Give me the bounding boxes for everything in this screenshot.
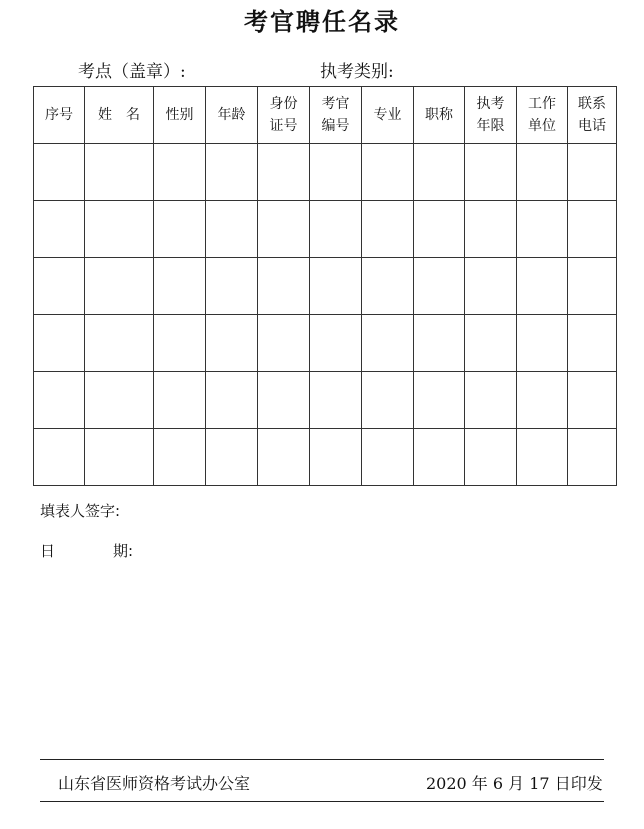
table-cell[interactable] <box>34 429 85 486</box>
table-header-row <box>34 87 617 144</box>
column-header <box>206 87 258 144</box>
table-cell[interactable] <box>414 258 465 315</box>
table-row <box>34 144 617 201</box>
column-header-line: 序号 <box>45 107 73 123</box>
column-header-line: 年龄 <box>217 107 246 123</box>
table-cell[interactable] <box>34 144 85 201</box>
table-cell[interactable] <box>517 144 568 201</box>
column-header <box>465 87 517 144</box>
table-cell[interactable] <box>465 372 517 429</box>
column-header <box>362 87 414 144</box>
table-cell[interactable] <box>34 372 85 429</box>
table-cell[interactable] <box>465 201 517 258</box>
table-cell[interactable] <box>310 201 362 258</box>
table-cell[interactable] <box>258 258 310 315</box>
table-cell[interactable] <box>310 315 362 372</box>
issue-date-text: 2020 年 6 月 17 日印发 <box>426 774 603 793</box>
column-header-line: 编号 <box>321 118 350 134</box>
table-cell[interactable] <box>310 144 362 201</box>
table-cell[interactable] <box>310 258 362 315</box>
table-cell[interactable] <box>414 372 465 429</box>
column-header <box>85 87 154 144</box>
table-cell[interactable] <box>414 429 465 486</box>
column-header-line: 身份 <box>269 96 298 112</box>
issuer-text: 山东省医师资格考试办公室 <box>58 774 251 793</box>
table-cell[interactable] <box>414 201 465 258</box>
table-cell[interactable] <box>206 144 258 201</box>
column-header-line: 执考 <box>476 96 505 112</box>
table-cell[interactable] <box>85 201 154 258</box>
column-header-line: 姓 名 <box>98 107 140 123</box>
examiner-table <box>33 86 617 486</box>
table-cell[interactable] <box>258 201 310 258</box>
exam-site-seal-label: 考点（盖章）: <box>78 62 186 82</box>
table-cell[interactable] <box>258 144 310 201</box>
table-cell[interactable] <box>465 315 517 372</box>
table-row <box>34 372 617 429</box>
table-body <box>34 144 617 486</box>
table-cell[interactable] <box>414 315 465 372</box>
table-cell[interactable] <box>517 315 568 372</box>
table-cell[interactable] <box>362 201 414 258</box>
column-header <box>517 87 568 144</box>
table-cell[interactable] <box>465 258 517 315</box>
table-row <box>34 258 617 315</box>
table-cell[interactable] <box>568 258 617 315</box>
table-cell[interactable] <box>206 201 258 258</box>
table-row <box>34 315 617 372</box>
table-cell[interactable] <box>362 315 414 372</box>
table-cell[interactable] <box>568 144 617 201</box>
table-cell[interactable] <box>310 372 362 429</box>
filler-signature-label: 填表人签字: <box>40 502 121 520</box>
column-header <box>258 87 310 144</box>
table-cell[interactable] <box>414 144 465 201</box>
column-header <box>34 87 85 144</box>
table-cell[interactable] <box>568 315 617 372</box>
exam-category-label: 执考类别: <box>320 62 394 82</box>
table-cell[interactable] <box>154 429 206 486</box>
table-cell[interactable] <box>517 372 568 429</box>
table-cell[interactable] <box>85 258 154 315</box>
date-label-part2: 期: <box>113 542 134 560</box>
column-header-line: 证号 <box>269 118 298 134</box>
column-header-line: 性别 <box>165 107 194 123</box>
table-cell[interactable] <box>465 429 517 486</box>
table-cell[interactable] <box>465 144 517 201</box>
table-cell[interactable] <box>154 315 206 372</box>
column-header <box>310 87 362 144</box>
footer-top-rule <box>40 759 604 760</box>
table-cell[interactable] <box>34 315 85 372</box>
column-header-line: 年限 <box>476 118 505 134</box>
column-header <box>414 87 465 144</box>
table-cell[interactable] <box>568 201 617 258</box>
table-cell[interactable] <box>206 258 258 315</box>
table-cell[interactable] <box>258 372 310 429</box>
table-cell[interactable] <box>362 429 414 486</box>
column-header <box>154 87 206 144</box>
table-row <box>34 201 617 258</box>
table-cell[interactable] <box>568 372 617 429</box>
table-cell[interactable] <box>310 429 362 486</box>
table-cell[interactable] <box>85 144 154 201</box>
column-header <box>568 87 617 144</box>
table-cell[interactable] <box>258 315 310 372</box>
table-cell[interactable] <box>34 258 85 315</box>
column-header-line: 电话 <box>578 118 606 134</box>
table-cell[interactable] <box>517 429 568 486</box>
table-cell[interactable] <box>362 258 414 315</box>
table-cell[interactable] <box>154 372 206 429</box>
table-row <box>34 429 617 486</box>
table-cell[interactable] <box>258 429 310 486</box>
table-cell[interactable] <box>85 315 154 372</box>
table-cell[interactable] <box>568 429 617 486</box>
table-cell[interactable] <box>206 429 258 486</box>
column-header-line: 单位 <box>528 118 556 134</box>
table-cell[interactable] <box>206 315 258 372</box>
column-header-line: 考官 <box>321 96 350 112</box>
date-label <box>40 540 133 561</box>
table-cell[interactable] <box>362 144 414 201</box>
table-cell[interactable] <box>85 429 154 486</box>
table-cell[interactable] <box>154 201 206 258</box>
column-header-line: 联系 <box>578 96 606 112</box>
table-cell[interactable] <box>154 258 206 315</box>
table-cell[interactable] <box>362 372 414 429</box>
table-cell[interactable] <box>206 372 258 429</box>
table-cell[interactable] <box>34 201 85 258</box>
table-cell[interactable] <box>517 258 568 315</box>
table-cell[interactable] <box>154 144 206 201</box>
footer-bottom-rule <box>40 801 604 802</box>
table-cell[interactable] <box>85 372 154 429</box>
page-title: 考官聘任名录 <box>244 7 400 36</box>
column-header-line: 职称 <box>425 107 453 123</box>
column-header-line: 专业 <box>373 107 402 123</box>
table-cell[interactable] <box>517 201 568 258</box>
column-header-line: 工作 <box>528 96 556 112</box>
date-label-part1: 日 <box>40 542 56 560</box>
